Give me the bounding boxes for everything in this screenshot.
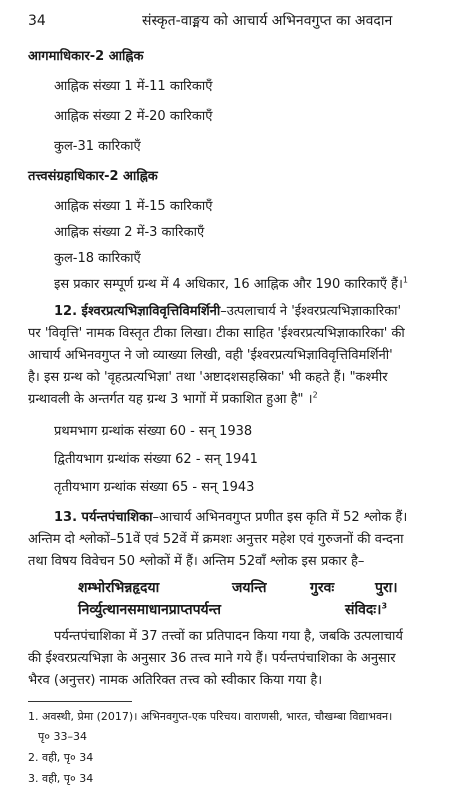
- para13-line: तथा विषय विवेचन 50 श्लोकों में हैं। अन्तिम 52वाँ श्लोक इस प्रकार है–: [28, 554, 365, 569]
- summary-text: इस प्रकार सम्पूर्ण ग्रन्थ में 4 अधिकार, 16 आह्निक और 190 कारिकाएँ हैं।: [54, 277, 403, 292]
- para12-text: –उत्पलाचार्य ने 'ईश्वरप्रत्यभिज्ञाकारिका': [220, 304, 402, 319]
- list-item: कुल-18 कारिकाएँ: [54, 251, 141, 266]
- section-heading-agamadhikara: आगमाधिकार-2 आह्निक: [28, 49, 144, 64]
- section-heading-tattvasangraha: तत्त्वसंग्रहाधिकार-2 आह्निक: [28, 169, 158, 184]
- para12-line: [54, 303, 401, 321]
- para13-line: अन्तिम दो श्लोकों–51वें एवं 52वें में क्रमशः अनुत्तर महेश एवं गुरुजनों की वन्दना: [28, 532, 404, 547]
- list-item: आह्निक संख्या 2 में-3 कारिकाएँ: [54, 225, 205, 240]
- verse-word: जयन्ति: [232, 580, 267, 596]
- closing-para-line: पर्यन्तपंचाशिका में 37 तत्त्वों का प्रतिपादन किया गया है, जबकि उत्पलाचार्य: [54, 629, 403, 644]
- footnote: 2. वही, पृ० 34: [28, 751, 94, 764]
- footnote-ref: 3: [381, 601, 388, 611]
- list-item: आह्निक संख्या 2 में-20 कारिकाएँ: [54, 109, 213, 124]
- part-entry: तृतीयभाग ग्रन्थांक संख्या 65 - सन् 1943: [54, 480, 255, 495]
- verse-word: गुरवः: [310, 580, 335, 596]
- footnote: 1. अवस्थी, प्रेमा (2017)। अभिनवगुप्त-एक परिचय। वाराणसी, भारत, चौखम्बा विद्याभवन।: [28, 710, 393, 723]
- verse-word-text: संविदः।: [345, 602, 382, 618]
- para12-line: [28, 391, 318, 409]
- part-entry: प्रथमभाग ग्रन्थांक संख्या 60 - सन् 1938: [54, 424, 253, 439]
- para12-line: आचार्य अभिनवगुप्त ने जो व्याख्या लिखी, वही 'ईश्वरप्रत्यभिज्ञाविवृत्तिविमर्शिनी': [28, 348, 393, 363]
- verse-word: शम्भोरभिन्नहृदया: [78, 580, 160, 596]
- closing-para-line: की ईश्वरप्रत्यभिज्ञा के अनुसार 36 तत्त्व माने गये हैं। पर्यन्तपंचाशिका के अनुसार: [28, 651, 396, 666]
- para12-line: है। इस ग्रन्थ को 'वृहत्प्रत्यभिज्ञा' तथा 'अष्टादशसहस्रिका' भी कहते हैं। "कश्मीर: [28, 370, 388, 385]
- list-item: कुल-31 कारिकाएँ: [54, 139, 141, 154]
- para12-text: ग्रन्थावली के अन्तर्गत यह ग्रन्थ 3 भागों में प्रकाशित हुआ है" ।: [28, 392, 313, 407]
- page-number: 34: [28, 13, 46, 29]
- footnote-divider: [28, 701, 132, 702]
- footnote: पृ० 33–34: [38, 730, 87, 743]
- verse-word: निर्व्युत्थानसमाधानप्राप्तपर्यन्त: [78, 602, 221, 618]
- para13-title: 13. पर्यन्तपंचाशिका: [54, 510, 153, 525]
- footnote: 3. वही, पृ० 34: [28, 772, 94, 785]
- footnote-ref: 2: [312, 390, 318, 400]
- para12-title: 12. ईश्वरप्रत्यभिज्ञाविवृत्तिविमर्शिनी: [54, 304, 221, 319]
- footnote-ref: 1: [402, 275, 408, 285]
- para13-line: [54, 509, 407, 527]
- closing-para-line: भैरव (अनुत्तर) नामक अतिरिक्त तत्त्व को स्वीकार किया गया है।: [28, 673, 323, 688]
- list-item: आह्निक संख्या 1 में-15 कारिकाएँ: [54, 199, 213, 214]
- part-entry: द्वितीयभाग ग्रन्थांक संख्या 62 - सन् 1941: [54, 452, 258, 467]
- para12-line: पर 'विवृत्ति' नामक विस्तृत टीका लिखा। टीका साहित 'ईश्वरप्रत्यभिज्ञाकारिका' की: [28, 326, 405, 341]
- para13-text: –आचार्य अभिनवगुप्त प्रणीत इस कृति में 52 श्लोक हैं।: [152, 510, 408, 525]
- running-title: संस्कृत-वाङ्मय को आचार्य अभिनवगुप्त का अवदान: [142, 13, 393, 29]
- verse-word: पुरा।: [375, 580, 398, 596]
- summary-line: [54, 276, 408, 294]
- list-item: आह्निक संख्या 1 में-11 कारिकाएँ: [54, 79, 213, 94]
- verse-word: [345, 601, 387, 619]
